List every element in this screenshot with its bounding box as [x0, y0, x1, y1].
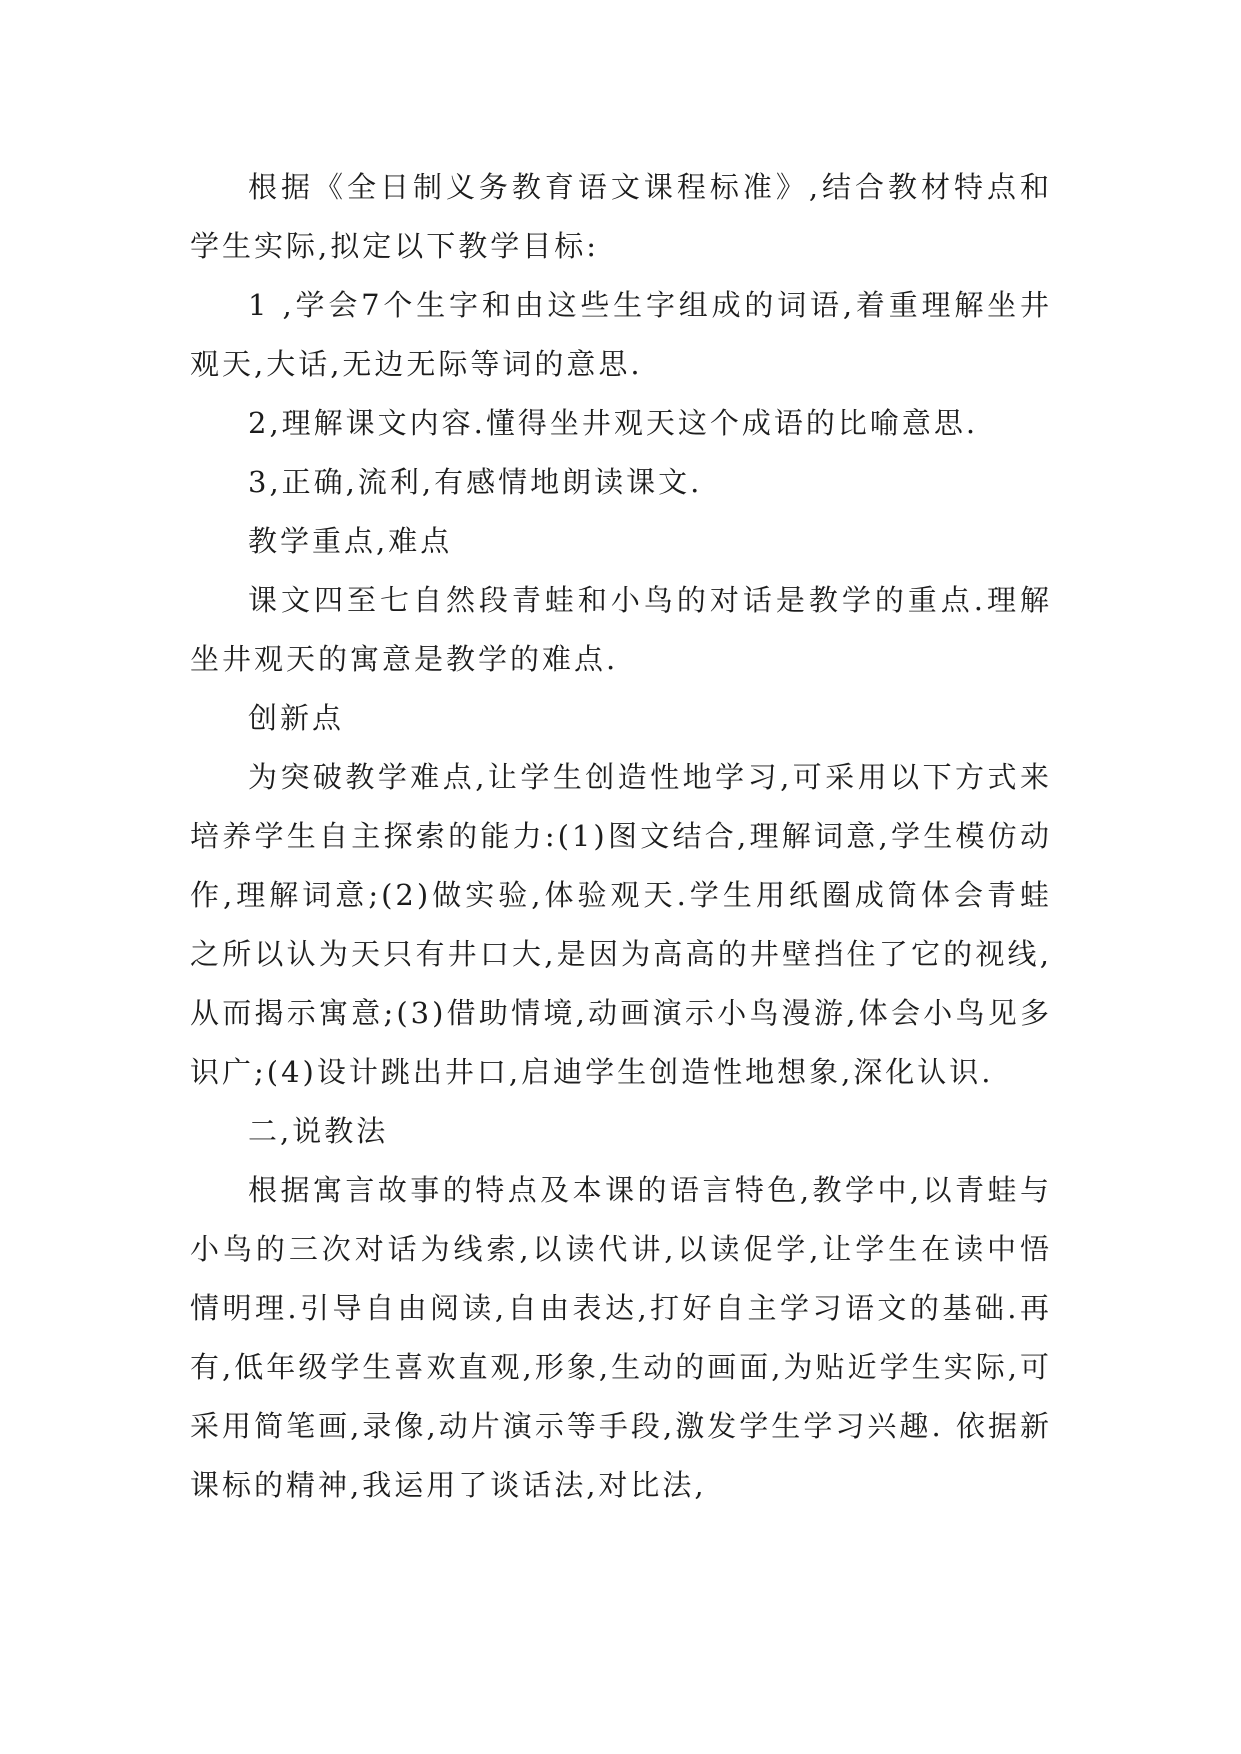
- paragraph-innovation: 为突破教学难点,让学生创造性地学习,可采用以下方式来培养学生自主探索的能力:(1)图文结合,理解词意,学生模仿动作,理解词意;(2)做实验,体验观天.学生用纸圈成筒体会青蛙之所以认为天只有井口大,是因为高高的井壁挡住了它的视线,从而揭示寓意;(3)借助情境,动画演示小鸟漫游,体会小鸟见多识广;(4)设计跳出井口,启迪学生创造性地想象,深化认识.: [190, 760, 1052, 1089]
- heading-innovation: 创新点: [248, 701, 345, 735]
- paragraph-teaching-method: 根据寓言故事的特点及本课的语言特色,教学中,以青蛙与小鸟的三次对话为线索,以读代讲,以读促学,让学生在读中悟情明理.引导自由阅读,自由表达,打好自主学习语文的基础.再有,低年级学生喜欢直观,形象,生动的画面,为贴近学生实际,可采用简笔画,录像,动片演示等手段,激发学生学习兴趣. 依据新课标的精神,我运用了谈话法,对比法,: [190, 1173, 1052, 1502]
- heading-teaching-method: 二,说教法: [248, 1114, 389, 1148]
- paragraph-goal-1: 1 ,学会7个生字和由这些生字组成的词语,着重理解坐井观天,大话,无边无际等词的意思.: [190, 288, 1052, 381]
- paragraph-goal-3: 3,正确,流利,有感情地朗读课文.: [248, 465, 703, 499]
- paragraph-curriculum-basis: 根据《全日制义务教育语文课程标准》,结合教材特点和学生实际,拟定以下教学目标:: [190, 170, 1052, 263]
- document-body: [190, 158, 1052, 1515]
- paragraph-goal-2: 2,理解课文内容.懂得坐井观天这个成语的比喻意思.: [248, 406, 979, 440]
- heading-key-points: 教学重点,难点: [248, 524, 453, 558]
- paragraph-key-points: 课文四至七自然段青蛙和小鸟的对话是教学的重点.理解坐井观天的寓意是教学的难点.: [190, 583, 1052, 676]
